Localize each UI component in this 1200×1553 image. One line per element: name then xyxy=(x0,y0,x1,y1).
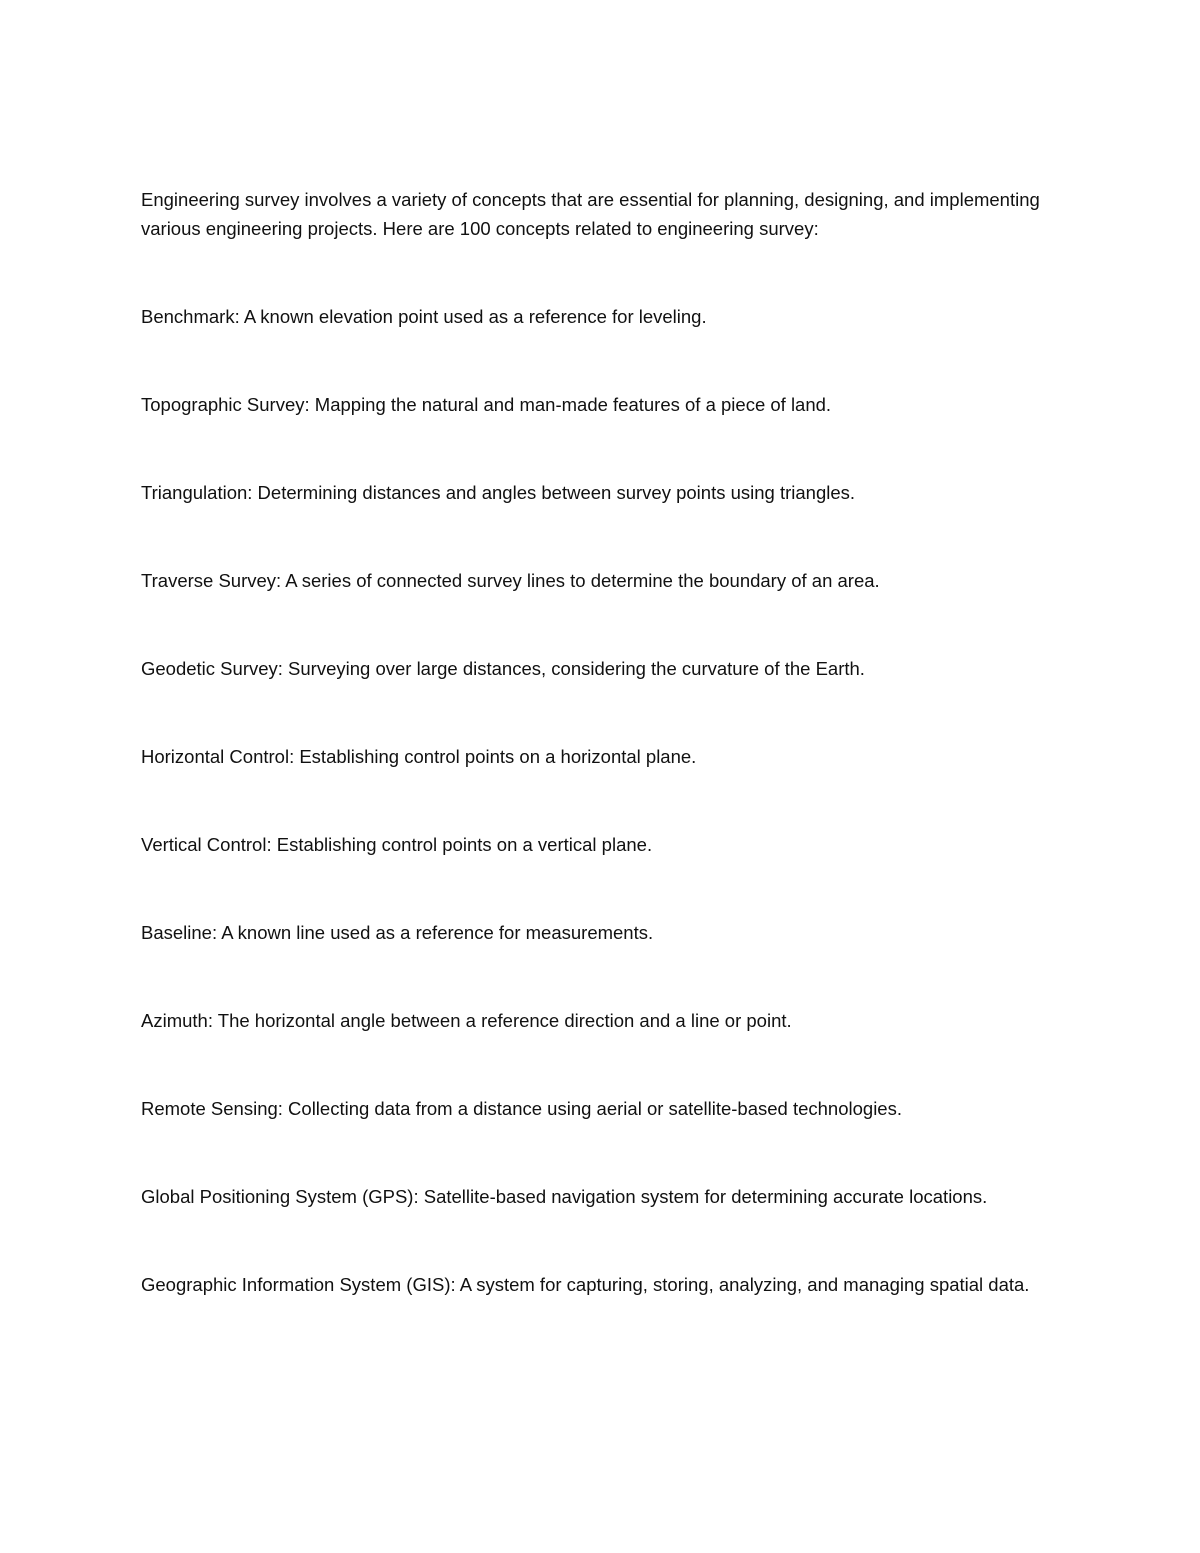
concept-vertical-control: Vertical Control: Establishing control points on a vertical plane. xyxy=(141,833,653,855)
concept-baseline: Baseline: A known line used as a reference for measurements. xyxy=(141,921,654,943)
concept-benchmark: Benchmark: A known elevation point used as a reference for leveling. xyxy=(141,305,707,327)
concept-triangulation: Triangulation: Determining distances and angles between survey points using triangles. xyxy=(141,481,856,503)
concept-geodetic-survey: Geodetic Survey: Surveying over large distances, considering the curvature of the Earth. xyxy=(141,657,865,679)
concept-horizontal-control: Horizontal Control: Establishing control points on a horizontal plane. xyxy=(141,745,697,767)
intro-paragraph: Engineering survey involves a variety of concepts that are essential for planning, designing, and implementing various engineering projects. Here are 100 concepts related to engineering survey: xyxy=(141,189,1040,239)
document-body xyxy=(141,186,1046,1299)
concept-azimuth: Azimuth: The horizontal angle between a reference direction and a line or point. xyxy=(141,1009,792,1031)
concept-gps: Global Positioning System (GPS): Satellite-based navigation system for determining accurate locations. xyxy=(141,1185,988,1207)
concept-topographic-survey: Topographic Survey: Mapping the natural and man-made features of a piece of land. xyxy=(141,393,832,415)
concept-remote-sensing: Remote Sensing: Collecting data from a distance using aerial or satellite-based technologies. xyxy=(141,1097,902,1119)
concept-gis: Geographic Information System (GIS): A system for capturing, storing, analyzing, and managing spatial data. xyxy=(141,1273,1030,1295)
concept-traverse-survey: Traverse Survey: A series of connected survey lines to determine the boundary of an area. xyxy=(141,569,880,591)
